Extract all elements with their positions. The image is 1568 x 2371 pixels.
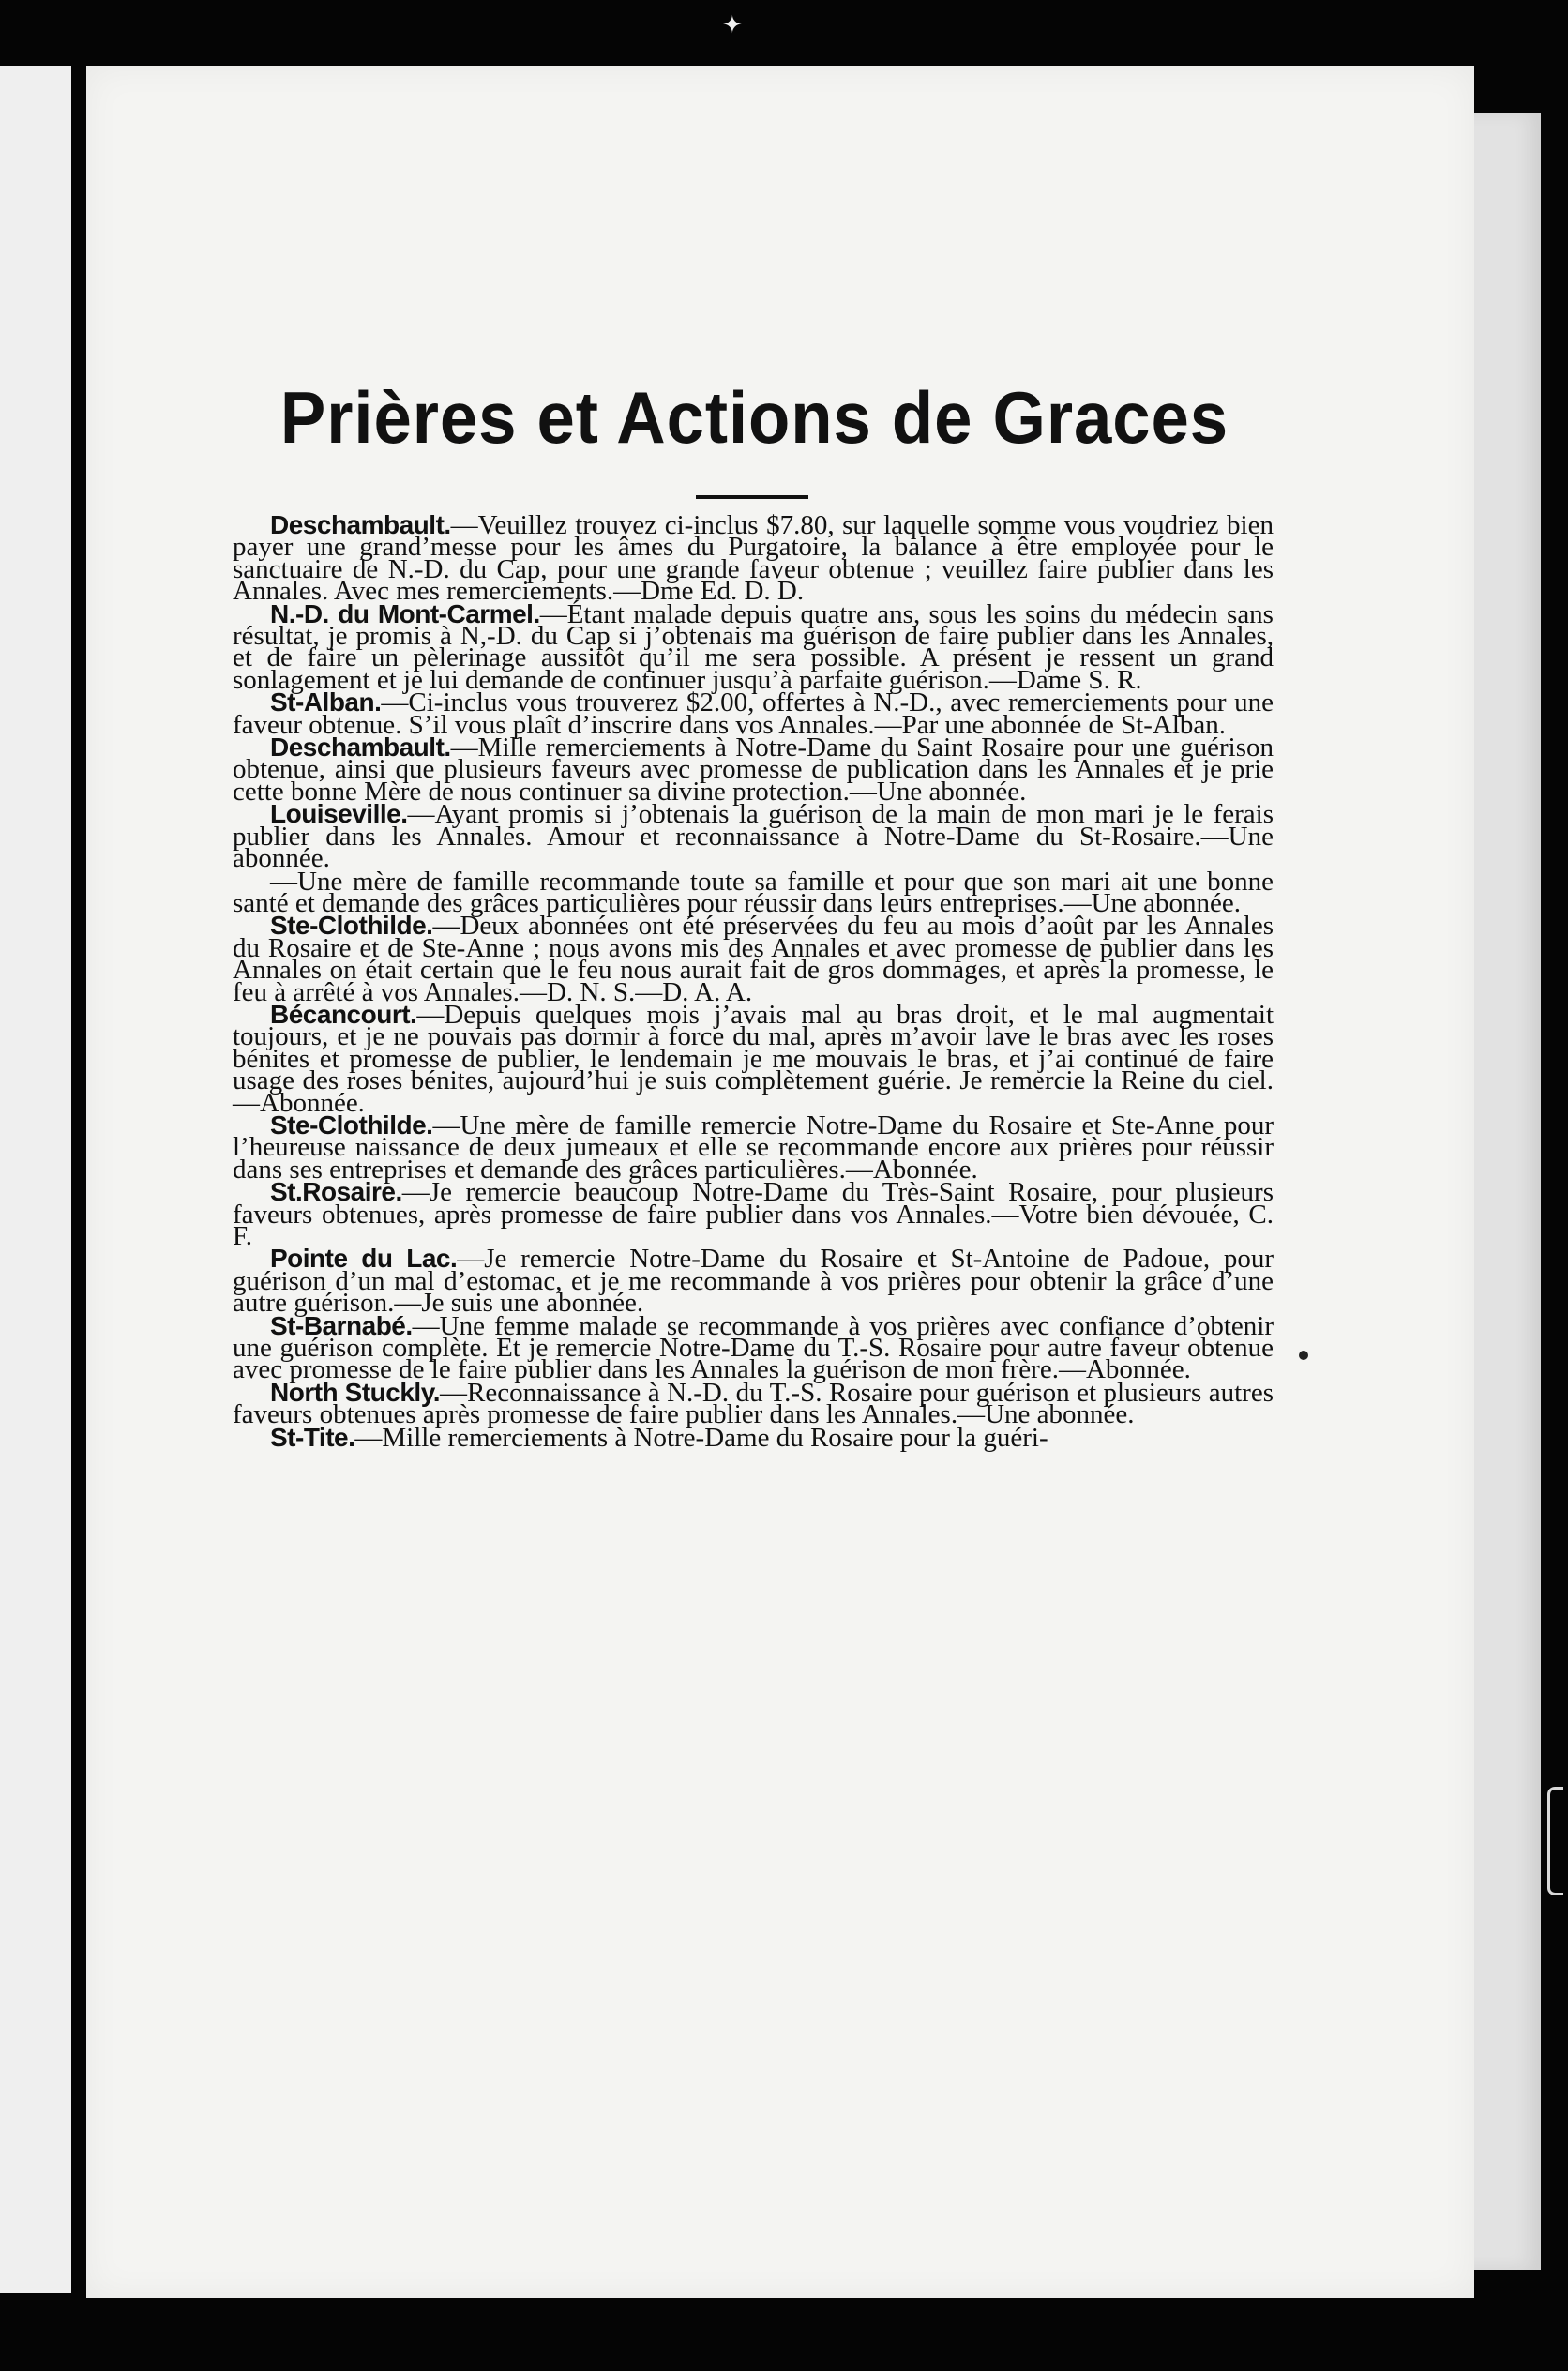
- entry-place: Pointe du Lac.: [270, 1244, 458, 1274]
- entry-deschambault-1: [233, 510, 1274, 607]
- entry-place: St.Rosaire.: [270, 1177, 402, 1207]
- entry-st-barnabe: [233, 1310, 1274, 1385]
- entry-place: North Stuckly.: [270, 1377, 440, 1407]
- entry-place: N.-D. du Mont-Carmel.: [270, 598, 540, 628]
- entry-place: Ste-Clothilde.: [270, 911, 433, 941]
- entry-text: —Ci-inclus vous trouverez $2.00, offertes à N.-D., avec remerciements pour une faveur obtenue. S’il vous plaît d’inscrire dans vos Annales.—Par une abonnée de St-Alban.: [233, 687, 1274, 740]
- binding-clip-mark: [1547, 1787, 1563, 1895]
- entry-place: St-Alban.: [270, 687, 382, 717]
- entry-place: St-Tite.: [270, 1422, 355, 1452]
- entry-place: Deschambault.: [270, 510, 451, 539]
- entry-st-tite: [233, 1422, 1274, 1453]
- entry-place: Deschambault.: [270, 732, 451, 763]
- entry-place: Ste-Clothilde.: [270, 1110, 433, 1140]
- entry-text: —Veuillez trouvez ci-inclus $7.80, sur laquelle somme vous voudriez bien payer une grand’messe pour les âmes du Purgatoire, la balance à être employée pour le sanctuaire de N.-D. du Cap, pour une grande faveur obtenue ; veuillez faire publier dans les Annales. Avec mes remerciements.—Dme Ed. D. D.: [233, 510, 1274, 607]
- entry-mont-carmel: [233, 598, 1274, 695]
- entry-st-alban: [233, 687, 1274, 740]
- entry-place: Bécancourt.: [270, 999, 417, 1029]
- entry-text: —Depuis quelques mois j’avais mal au bras droit, et le mal augmentait toujours, et je ne pouvais pas dormir à force du mal, après m’avoir lave le bras avec les roses bénites et promesse de publier, le lendemain je me mouvais le bras, et j’ai continué de faire usage des roses bénites, aujourd’hui je suis complètement guérie. Je remercie la Reine du ciel.—Abonnée.: [233, 999, 1274, 1118]
- previous-page-edge: [0, 66, 71, 2293]
- entry-st-rosaire: [233, 1177, 1274, 1251]
- entry-text: —Reconnaissance à N.-D. du T.-S. Rosaire pour guérison et plusieurs autres faveurs obtenues après promesse de faire publier dans les Annales.—Une abonnée.: [233, 1377, 1274, 1430]
- entry-place: Louiseville.: [270, 799, 408, 829]
- entry-text: —Une mère de famille remercie Notre-Dame du Rosaire et Ste-Anne pour l’heureuse naissance de deux jumeaux et elle se recommande encore aux prières pour réussir dans ses entreprises et demande des grâces particulières.—Abonnée.: [233, 1110, 1274, 1185]
- entry-ste-clothilde-1: [233, 911, 1274, 1007]
- entry-ste-clothilde-2: [233, 1110, 1274, 1185]
- title-divider: [696, 495, 808, 499]
- entry-text: —Je remercie beaucoup Notre-Dame du Très-Saint Rosaire, pour plusieurs faveurs obtenues, après promesse de faire publier dans vos Annales.—Votre bien dévouée, C. F.: [233, 1177, 1274, 1251]
- entry-pointe-du-lac: [233, 1244, 1274, 1319]
- entry-text: —Étant malade depuis quatre ans, sous les soins du médecin sans résultat, je promis à N,-D. du Cap si j’obtenais ma guérison de faire publier dans les Annales, et de faire un pèlerinage aussitôt qu’il me sera possible. A présent je ressent un grand sonlagement et je lui demande de continuer jusqu’à parfaite guérison.—Dame S. R.: [233, 598, 1274, 695]
- entry-text: —Ayant promis si j’obtenais la guérison de la main de mon mari je le ferais publier dans les Annales. Amour et reconnaissance à Notre-Dame du St-Rosaire.—Une abonnée.: [233, 799, 1274, 874]
- entry-north-stuckly: [233, 1377, 1274, 1430]
- entry-text: —Une femme malade se recommande à vos prières avec confiance d’obtenir une guérison complète. Et je remercie Notre-Dame du T.-S. Rosaire pour autre faveur obtenue avec promesse de le faire publier dans les Annales la guérison de mon frère.—Abonnée.: [233, 1310, 1274, 1385]
- entry-text: —Une mère de famille recommande toute sa famille et pour que son mari ait une bonne santé et demande des grâces particulières pour réussir dans leurs entreprises.—Une abonnée.: [233, 866, 1274, 918]
- ink-dot-mark: [1299, 1351, 1308, 1360]
- entry-becancourt: [233, 999, 1274, 1118]
- entry-louiseville: [233, 799, 1274, 874]
- entry-text: —Mille remerciements à Notre-Dame du Saint Rosaire pour une guérison obtenue, ainsi que plusieurs faveurs avec promesse de publication dans les Annales et je prie cette bonne Mère de nous continuer sa divine protection.—Une abonnée.: [233, 732, 1274, 807]
- entry-unnamed: [233, 866, 1274, 918]
- entries-list: [233, 510, 1274, 1453]
- entry-text: —Je remercie Notre-Dame du Rosaire et St-Antoine de Padoue, pour guérison d’un mal d’estomac, et je me recommande à vos prières pour obtenir la grâce d’une autre guérison.—Je suis une abonnée.: [233, 1244, 1274, 1319]
- entry-deschambault-2: [233, 732, 1274, 807]
- scan-mark-icon: ✦: [722, 11, 743, 39]
- entry-text: —Deux abonnées ont été préservées du feu au mois d’août par les Annales du Rosaire et de Ste-Anne ; nous avons mis des Annales et avec promesse de publier dans les Annales on était certain que le feu nous aurait fait de gros dommages, et après la promesse, le feu à arrêté à vos Annales.—D. N. S.—D. A. A.: [233, 911, 1274, 1007]
- page-title: Prières et Actions de Graces: [279, 376, 1229, 459]
- entry-text: —Mille remerciements à Notre-Dame du Rosaire pour la guéri-: [354, 1422, 1048, 1453]
- entry-place: St-Barnabé.: [270, 1310, 413, 1340]
